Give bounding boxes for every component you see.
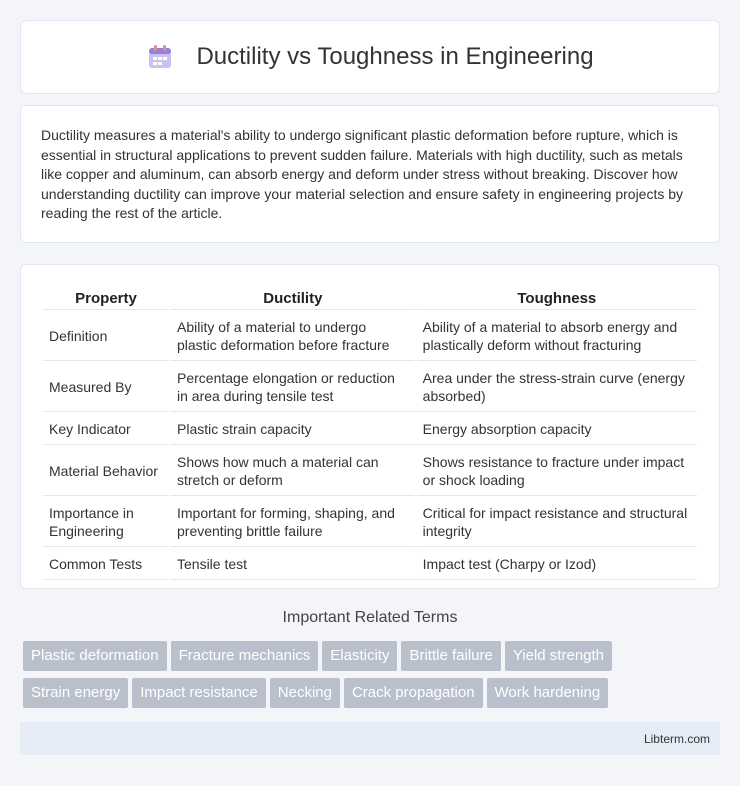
row-property-cell: Key Indicator: [43, 414, 169, 445]
table-row: [43, 549, 697, 580]
footer-site-link[interactable]: Libterm.com: [643, 732, 710, 746]
toughness-cell: Impact test (Charpy or Izod): [417, 549, 697, 580]
table-row: [43, 414, 697, 445]
intro-card: [20, 105, 720, 243]
related-terms-list: [23, 641, 723, 715]
ductility-cell: Tensile test: [171, 549, 415, 580]
related-term-tag[interactable]: Impact resistance: [132, 678, 266, 708]
related-term-tag[interactable]: Necking: [270, 678, 340, 708]
ductility-cell: Shows how much a material can stretch or deform: [171, 447, 415, 496]
toughness-cell: Ability of a material to absorb energy and plastically deform without fracturing: [417, 312, 697, 361]
table-header-row: [43, 287, 697, 310]
related-term-tag[interactable]: Yield strength: [505, 641, 612, 671]
related-term-tag[interactable]: Brittle failure: [401, 641, 500, 671]
table-row: [43, 363, 697, 412]
header-property: Property: [43, 287, 169, 310]
page-title: Ductility vs Toughness in Engineering: [196, 43, 594, 70]
related-term-tag[interactable]: Elasticity: [322, 641, 397, 671]
row-property-cell: Importance in Engineering: [43, 498, 169, 547]
toughness-cell: Shows resistance to fracture under impact or shock loading: [417, 447, 697, 496]
table-row: [43, 312, 697, 361]
header-toughness: Toughness: [417, 287, 697, 310]
row-property-cell: Common Tests: [43, 549, 169, 580]
toughness-cell: Energy absorption capacity: [417, 414, 697, 445]
related-term-tag[interactable]: Work hardening: [487, 678, 609, 708]
related-term-tag[interactable]: Plastic deformation: [23, 641, 167, 671]
calendar-icon: [146, 43, 174, 71]
intro-text: Ductility measures a material's ability to undergo significant plastic deformation before rupture, which is essential in structural applications to prevent sudden failure. Materials with high ductility, such as metals like copper and aluminum, can absorb energy and deform under stress without breaking. Discover how understanding ductility can improve your material selection and ensure safety in engineering projects by reading the rest of the article.: [41, 127, 684, 222]
ductility-cell: Important for forming, shaping, and preventing brittle failure: [171, 498, 415, 547]
related-term-tag[interactable]: Fracture mechanics: [171, 641, 319, 671]
ductility-cell: Plastic strain capacity: [171, 414, 415, 445]
ductility-cell: Percentage elongation or reduction in area during tensile test: [171, 363, 415, 412]
related-term-tag[interactable]: Crack propagation: [344, 678, 483, 708]
row-property-cell: Definition: [43, 312, 169, 361]
table-row: [43, 498, 697, 547]
table-row: [43, 447, 697, 496]
header-ductility: Ductility: [171, 287, 415, 310]
footer: [20, 722, 720, 755]
comparison-table: [41, 285, 699, 582]
toughness-cell: Critical for impact resistance and structural integrity: [417, 498, 697, 547]
toughness-cell: Area under the stress-strain curve (energy absorbed): [417, 363, 697, 412]
comparison-table-card: [20, 264, 720, 589]
ductility-cell: Ability of a material to undergo plastic deformation before fracture: [171, 312, 415, 361]
row-property-cell: Measured By: [43, 363, 169, 412]
related-terms-title: Important Related Terms: [282, 609, 458, 626]
header-card: [20, 20, 720, 94]
related-term-tag[interactable]: Strain energy: [23, 678, 128, 708]
row-property-cell: Material Behavior: [43, 447, 169, 496]
